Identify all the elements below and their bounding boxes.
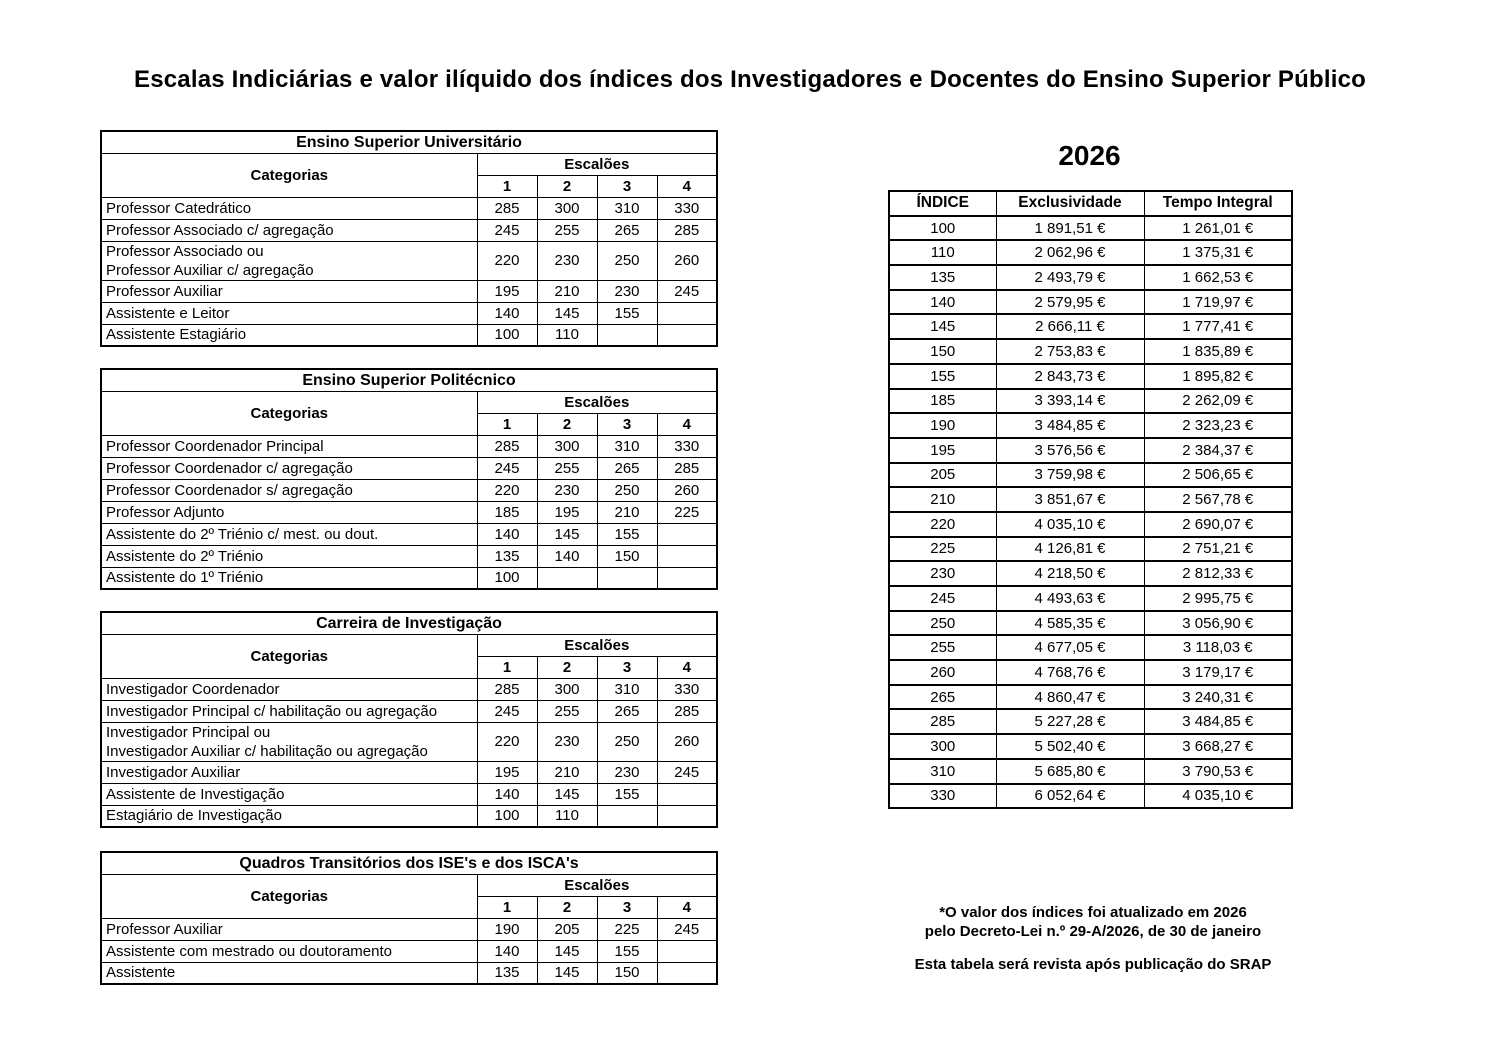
- footnotes: [838, 903, 1348, 974]
- index-table-row: [889, 413, 1292, 438]
- category-cell: Professor Adjunto: [101, 501, 477, 523]
- escalao-value-cell: 285: [657, 457, 717, 479]
- tempo-integral-amount-cell: 3 668,27 €: [1144, 734, 1292, 759]
- escalao-value-cell: 330: [657, 435, 717, 457]
- exclusividade-amount-cell: 3 393,14 €: [996, 389, 1144, 414]
- scale-table-row: [101, 678, 717, 700]
- escalao-column-header: 2: [537, 413, 597, 435]
- escalao-value-cell: 155: [597, 940, 657, 962]
- escalao-value-cell: [537, 567, 597, 589]
- tempo-integral-amount-cell: 2 690,07 €: [1144, 512, 1292, 537]
- scale-table-row: [101, 479, 717, 501]
- escalao-value-cell: 135: [477, 962, 537, 984]
- index-table-row: [889, 784, 1292, 809]
- scale-table-row: [101, 302, 717, 324]
- exclusividade-amount-cell: 2 843,73 €: [996, 364, 1144, 389]
- tempo-integral-amount-cell: 3 790,53 €: [1144, 759, 1292, 784]
- escalao-value-cell: 260: [657, 241, 717, 280]
- index-table-row: [889, 487, 1292, 512]
- escaloes-header: Escalões: [477, 391, 717, 413]
- index-table-row: [889, 685, 1292, 710]
- exclusividade-amount-cell: 4 677,05 €: [996, 635, 1144, 660]
- category-cell: Professor Auxiliar: [101, 280, 477, 302]
- escalao-value-cell: 260: [657, 722, 717, 761]
- escalao-column-header: 2: [537, 896, 597, 918]
- escalao-value-cell: 260: [657, 479, 717, 501]
- escalao-value-cell: 245: [657, 918, 717, 940]
- escalao-value-cell: 150: [597, 545, 657, 567]
- category-cell: Investigador Auxiliar: [101, 761, 477, 783]
- tempo-integral-amount-cell: 2 323,23 €: [1144, 413, 1292, 438]
- index-table-row: [889, 611, 1292, 636]
- index-table-header-cell: Tempo Integral: [1144, 191, 1292, 216]
- scale-table-row: [101, 918, 717, 940]
- escalao-value-cell: 155: [597, 783, 657, 805]
- index-cell: 300: [889, 734, 996, 759]
- scale-table-row: [101, 324, 717, 346]
- exclusividade-amount-cell: 4 585,35 €: [996, 611, 1144, 636]
- exclusividade-amount-cell: 5 227,28 €: [996, 709, 1144, 734]
- exclusividade-amount-cell: 6 052,64 €: [996, 784, 1144, 809]
- escalao-column-header: 3: [597, 896, 657, 918]
- tempo-integral-amount-cell: 2 506,65 €: [1144, 463, 1292, 488]
- category-cell: Professor Associado ou Professor Auxiliar c/ agregação: [101, 241, 477, 280]
- escalao-value-cell: 300: [537, 435, 597, 457]
- scale-table-row: [101, 761, 717, 783]
- escalao-column-header: 4: [657, 175, 717, 197]
- scale-table-row: [101, 545, 717, 567]
- scale-table-row: [101, 435, 717, 457]
- escalao-value-cell: 185: [477, 501, 537, 523]
- tempo-integral-amount-cell: 1 719,97 €: [1144, 290, 1292, 315]
- escalao-value-cell: 310: [597, 435, 657, 457]
- category-cell: Professor Coordenador s/ agregação: [101, 479, 477, 501]
- table-title: Ensino Superior Universitário: [101, 131, 717, 153]
- escalao-column-header: 2: [537, 175, 597, 197]
- index-table-header-cell: ÍNDICE: [889, 191, 996, 216]
- escalao-value-cell: 230: [537, 479, 597, 501]
- table-quadros-transitorios: [100, 851, 718, 985]
- escalao-value-cell: 245: [477, 700, 537, 722]
- categories-header: Categorias: [101, 634, 477, 678]
- escalao-value-cell: 245: [657, 761, 717, 783]
- escalao-value-cell: 245: [657, 280, 717, 302]
- escalao-value-cell: 140: [477, 783, 537, 805]
- escalao-value-cell: 255: [537, 700, 597, 722]
- tempo-integral-amount-cell: 2 995,75 €: [1144, 586, 1292, 611]
- tempo-integral-amount-cell: 3 056,90 €: [1144, 611, 1292, 636]
- scale-table-row: [101, 280, 717, 302]
- index-cell: 195: [889, 438, 996, 463]
- escalao-value-cell: 255: [537, 457, 597, 479]
- index-cell: 255: [889, 635, 996, 660]
- index-table-row: [889, 463, 1292, 488]
- category-cell: Assistente com mestrado ou doutoramento: [101, 940, 477, 962]
- scale-table-row: [101, 501, 717, 523]
- index-cell: 185: [889, 389, 996, 414]
- escalao-value-cell: 210: [597, 501, 657, 523]
- table-carreira-de-investigacao: [100, 611, 718, 828]
- escalao-value-cell: 145: [537, 523, 597, 545]
- tempo-integral-amount-cell: 1 261,01 €: [1144, 216, 1292, 241]
- category-cell: Assistente: [101, 962, 477, 984]
- index-table-row: [889, 265, 1292, 290]
- escalao-value-cell: 145: [537, 940, 597, 962]
- category-cell: Professor Coordenador Principal: [101, 435, 477, 457]
- category-cell: Estagiário de Investigação: [101, 805, 477, 827]
- escalao-column-header: 3: [597, 656, 657, 678]
- escalao-value-cell: 250: [597, 241, 657, 280]
- escalao-value-cell: 230: [537, 241, 597, 280]
- index-cell: 210: [889, 487, 996, 512]
- escalao-value-cell: 145: [537, 302, 597, 324]
- tempo-integral-amount-cell: 1 835,89 €: [1144, 339, 1292, 364]
- tempo-integral-amount-cell: 1 375,31 €: [1144, 240, 1292, 265]
- escalao-value-cell: 230: [537, 722, 597, 761]
- index-table-row: [889, 216, 1292, 241]
- escalao-value-cell: [657, 783, 717, 805]
- index-cell: 220: [889, 512, 996, 537]
- escalao-value-cell: 155: [597, 523, 657, 545]
- escalao-column-header: 2: [537, 656, 597, 678]
- escalao-column-header: 1: [477, 656, 537, 678]
- index-cell: 205: [889, 463, 996, 488]
- index-cell: 140: [889, 290, 996, 315]
- category-cell: Investigador Principal ou Investigador Auxiliar c/ habilitação ou agregação: [101, 722, 477, 761]
- escalao-value-cell: 155: [597, 302, 657, 324]
- index-cell: 190: [889, 413, 996, 438]
- exclusividade-amount-cell: 4 035,10 €: [996, 512, 1144, 537]
- escalao-value-cell: 285: [477, 435, 537, 457]
- escaloes-header: Escalões: [477, 153, 717, 175]
- escalao-value-cell: 245: [477, 457, 537, 479]
- index-table-row: [889, 561, 1292, 586]
- escalao-value-cell: 100: [477, 324, 537, 346]
- category-cell: Investigador Principal c/ habilitação ou agregação: [101, 700, 477, 722]
- escalao-value-cell: 265: [597, 219, 657, 241]
- escalao-value-cell: 140: [477, 523, 537, 545]
- escalao-value-cell: [657, 962, 717, 984]
- escalao-value-cell: 145: [537, 783, 597, 805]
- index-table-row: [889, 660, 1292, 685]
- index-cell: 225: [889, 537, 996, 562]
- index-cell: 310: [889, 759, 996, 784]
- escalao-value-cell: 145: [537, 962, 597, 984]
- escalao-value-cell: 250: [597, 479, 657, 501]
- categories-header: Categorias: [101, 874, 477, 918]
- exclusividade-amount-cell: 2 753,83 €: [996, 339, 1144, 364]
- index-cell: 260: [889, 660, 996, 685]
- category-cell: Assistente do 2º Triénio: [101, 545, 477, 567]
- table-ensino-superior-politecnico: [100, 368, 718, 590]
- escalao-value-cell: 330: [657, 678, 717, 700]
- index-table-row: [889, 586, 1292, 611]
- escalao-value-cell: [597, 324, 657, 346]
- index-cell: 285: [889, 709, 996, 734]
- category-cell: Assistente do 1º Triénio: [101, 567, 477, 589]
- index-table-row: [889, 512, 1292, 537]
- escalao-column-header: 1: [477, 175, 537, 197]
- escalao-column-header: 1: [477, 413, 537, 435]
- escalao-value-cell: 285: [657, 219, 717, 241]
- escalao-value-cell: 250: [597, 722, 657, 761]
- escalao-value-cell: 210: [537, 761, 597, 783]
- table-title: Quadros Transitórios dos ISE's e dos ISCA's: [101, 852, 717, 874]
- table-title: Carreira de Investigação: [101, 612, 717, 634]
- index-table-row: [889, 290, 1292, 315]
- index-cell: 155: [889, 364, 996, 389]
- escalao-value-cell: 265: [597, 457, 657, 479]
- index-cell: 245: [889, 586, 996, 611]
- escalao-value-cell: [657, 545, 717, 567]
- tempo-integral-amount-cell: 3 179,17 €: [1144, 660, 1292, 685]
- tempo-integral-amount-cell: 2 262,09 €: [1144, 389, 1292, 414]
- exclusividade-amount-cell: 4 126,81 €: [996, 537, 1144, 562]
- footnote-line-3: Esta tabela será revista após publicação do SRAP: [914, 956, 1272, 973]
- year-heading: 2026: [1058, 140, 1121, 171]
- escalao-value-cell: 300: [537, 678, 597, 700]
- escalao-value-cell: 285: [657, 700, 717, 722]
- category-cell: Professor Catedrático: [101, 197, 477, 219]
- scale-table-row: [101, 962, 717, 984]
- categories-header: Categorias: [101, 153, 477, 197]
- exclusividade-amount-cell: 3 484,85 €: [996, 413, 1144, 438]
- escalao-value-cell: 110: [537, 805, 597, 827]
- tempo-integral-amount-cell: 1 895,82 €: [1144, 364, 1292, 389]
- index-cell: 135: [889, 265, 996, 290]
- scale-table-row: [101, 940, 717, 962]
- escaloes-header: Escalões: [477, 634, 717, 656]
- escalao-column-header: 4: [657, 656, 717, 678]
- escalao-value-cell: 220: [477, 241, 537, 280]
- tempo-integral-amount-cell: 1 662,53 €: [1144, 265, 1292, 290]
- escalao-value-cell: 220: [477, 479, 537, 501]
- tempo-integral-amount-cell: 3 240,31 €: [1144, 685, 1292, 710]
- index-cell: 250: [889, 611, 996, 636]
- escalao-value-cell: 210: [537, 280, 597, 302]
- scale-table-row: [101, 700, 717, 722]
- escalao-value-cell: [657, 805, 717, 827]
- tempo-integral-amount-cell: 2 751,21 €: [1144, 537, 1292, 562]
- escalao-value-cell: 285: [477, 678, 537, 700]
- exclusividade-amount-cell: 5 502,40 €: [996, 734, 1144, 759]
- escalao-value-cell: 100: [477, 567, 537, 589]
- escalao-value-cell: 140: [477, 302, 537, 324]
- scale-table-row: [101, 457, 717, 479]
- escalao-value-cell: 110: [537, 324, 597, 346]
- index-cell: 145: [889, 314, 996, 339]
- escalao-value-cell: [657, 302, 717, 324]
- exclusividade-amount-cell: 4 860,47 €: [996, 685, 1144, 710]
- escalao-column-header: 1: [477, 896, 537, 918]
- tempo-integral-amount-cell: 1 777,41 €: [1144, 314, 1292, 339]
- index-cell: 100: [889, 216, 996, 241]
- scale-table-row: [101, 241, 717, 280]
- page-title: Escalas Indiciárias e valor ilíquido dos índices dos Investigadores e Docentes do Ensino Superior Público: [133, 66, 1366, 93]
- escalao-column-header: 4: [657, 413, 717, 435]
- escalao-value-cell: 245: [477, 219, 537, 241]
- escalao-value-cell: [597, 567, 657, 589]
- escalao-value-cell: [657, 567, 717, 589]
- escalao-value-cell: 140: [537, 545, 597, 567]
- tempo-integral-amount-cell: 2 812,33 €: [1144, 561, 1292, 586]
- exclusividade-amount-cell: 4 768,76 €: [996, 660, 1144, 685]
- category-cell: Investigador Coordenador: [101, 678, 477, 700]
- tempo-integral-amount-cell: 2 567,78 €: [1144, 487, 1292, 512]
- table-title: Ensino Superior Politécnico: [101, 369, 717, 391]
- scale-table-row: [101, 197, 717, 219]
- exclusividade-amount-cell: 2 062,96 €: [996, 240, 1144, 265]
- exclusividade-amount-cell: 4 493,63 €: [996, 586, 1144, 611]
- tempo-integral-amount-cell: 2 384,37 €: [1144, 438, 1292, 463]
- exclusividade-amount-cell: 1 891,51 €: [996, 216, 1144, 241]
- escalao-value-cell: 225: [657, 501, 717, 523]
- category-cell: Professor Associado c/ agregação: [101, 219, 477, 241]
- escalao-value-cell: 195: [477, 280, 537, 302]
- scale-table-row: [101, 722, 717, 761]
- index-cell: 330: [889, 784, 996, 809]
- escalao-value-cell: 220: [477, 722, 537, 761]
- escalao-value-cell: 230: [597, 761, 657, 783]
- category-cell: Assistente de Investigação: [101, 783, 477, 805]
- index-table-row: [889, 709, 1292, 734]
- index-table-row: [889, 635, 1292, 660]
- escalao-value-cell: 300: [537, 197, 597, 219]
- category-cell: Assistente Estagiário: [101, 324, 477, 346]
- category-cell: Professor Coordenador c/ agregação: [101, 457, 477, 479]
- escalao-column-header: 3: [597, 175, 657, 197]
- categories-header: Categorias: [101, 391, 477, 435]
- escalao-value-cell: 330: [657, 197, 717, 219]
- scale-table-row: [101, 567, 717, 589]
- category-cell: Assistente do 2º Triénio c/ mest. ou dout.: [101, 523, 477, 545]
- escalao-value-cell: 285: [477, 197, 537, 219]
- footnote-line-2: pelo Decreto-Lei n.º 29-A/2026, de 30 de janeiro: [924, 923, 1262, 940]
- escalao-value-cell: 100: [477, 805, 537, 827]
- footnote-line-1: *O valor dos índices foi atualizado em 2026: [939, 904, 1247, 921]
- index-table-row: [889, 314, 1292, 339]
- escalao-value-cell: 310: [597, 197, 657, 219]
- exclusividade-amount-cell: 2 666,11 €: [996, 314, 1144, 339]
- escalao-column-header: 4: [657, 896, 717, 918]
- index-cell: 230: [889, 561, 996, 586]
- index-table-row: [889, 389, 1292, 414]
- escalao-value-cell: 205: [537, 918, 597, 940]
- escalao-value-cell: 195: [537, 501, 597, 523]
- scale-table-row: [101, 219, 717, 241]
- escalao-value-cell: [657, 523, 717, 545]
- escalao-value-cell: 265: [597, 700, 657, 722]
- index-table-row: [889, 364, 1292, 389]
- index-table-header-cell: Exclusividade: [996, 191, 1144, 216]
- exclusividade-amount-cell: 2 579,95 €: [996, 290, 1144, 315]
- exclusividade-amount-cell: 3 851,67 €: [996, 487, 1144, 512]
- escalao-value-cell: 225: [597, 918, 657, 940]
- scale-table-row: [101, 805, 717, 827]
- tempo-integral-amount-cell: 3 118,03 €: [1144, 635, 1292, 660]
- exclusividade-amount-cell: 4 218,50 €: [996, 561, 1144, 586]
- exclusividade-amount-cell: 3 759,98 €: [996, 463, 1144, 488]
- escalao-value-cell: [657, 324, 717, 346]
- escalao-value-cell: 140: [477, 940, 537, 962]
- index-table-row: [889, 339, 1292, 364]
- escalao-value-cell: 230: [597, 280, 657, 302]
- exclusividade-amount-cell: 5 685,80 €: [996, 759, 1144, 784]
- escalao-value-cell: 195: [477, 761, 537, 783]
- index-value-table: [888, 190, 1293, 809]
- tempo-integral-amount-cell: 4 035,10 €: [1144, 784, 1292, 809]
- index-table-row: [889, 240, 1292, 265]
- escalao-value-cell: 135: [477, 545, 537, 567]
- escaloes-header: Escalões: [477, 874, 717, 896]
- escalao-value-cell: 310: [597, 678, 657, 700]
- escalao-value-cell: 255: [537, 219, 597, 241]
- scale-table-row: [101, 783, 717, 805]
- category-cell: Professor Auxiliar: [101, 918, 477, 940]
- table-ensino-superior-universitario: [100, 130, 718, 347]
- index-cell: 110: [889, 240, 996, 265]
- index-table-header-row: [889, 191, 1292, 216]
- escalao-value-cell: 150: [597, 962, 657, 984]
- escalao-value-cell: 190: [477, 918, 537, 940]
- escalao-value-cell: [657, 940, 717, 962]
- scale-table-row: [101, 523, 717, 545]
- index-table-row: [889, 537, 1292, 562]
- index-table-row: [889, 759, 1292, 784]
- exclusividade-amount-cell: 2 493,79 €: [996, 265, 1144, 290]
- tempo-integral-amount-cell: 3 484,85 €: [1144, 709, 1292, 734]
- index-table-row: [889, 438, 1292, 463]
- index-cell: 150: [889, 339, 996, 364]
- escalao-value-cell: [597, 805, 657, 827]
- category-cell: Assistente e Leitor: [101, 302, 477, 324]
- escalao-column-header: 3: [597, 413, 657, 435]
- index-table-row: [889, 734, 1292, 759]
- exclusividade-amount-cell: 3 576,56 €: [996, 438, 1144, 463]
- index-cell: 265: [889, 685, 996, 710]
